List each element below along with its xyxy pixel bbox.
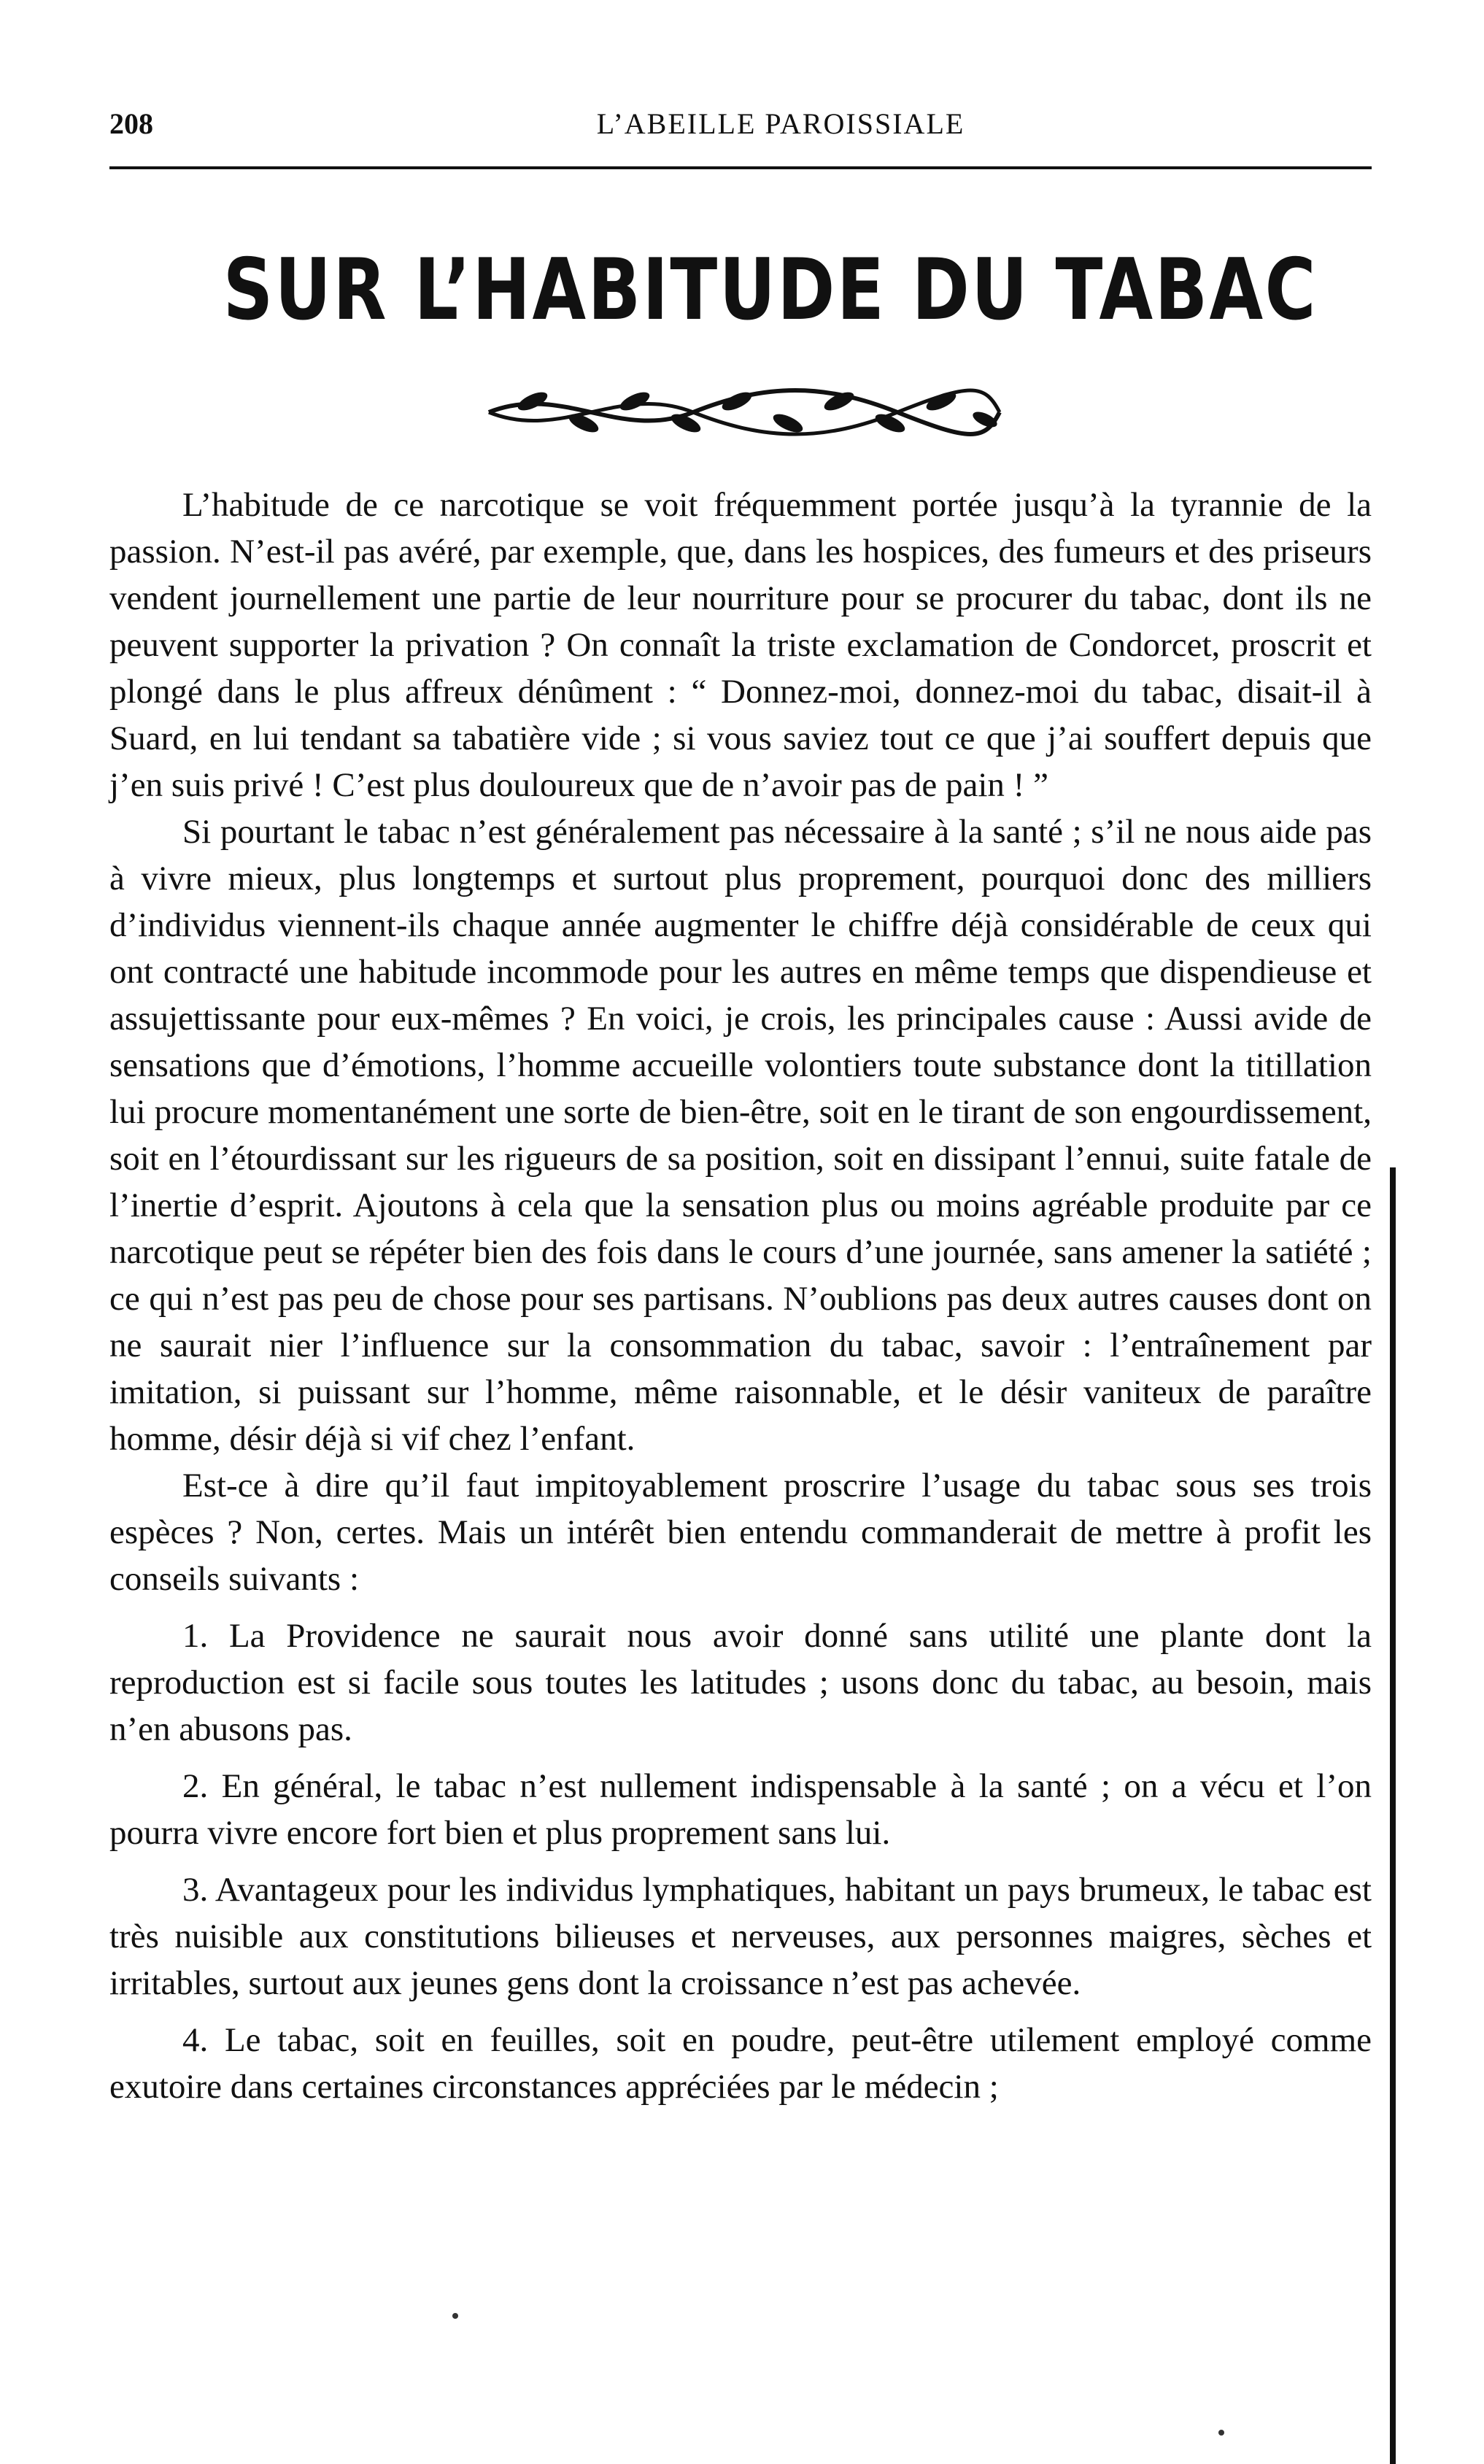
paragraph: Si pourtant le tabac n’est généralement pas nécessaire à la santé ; s’il ne nous aide pas à vivre mieux, plus longtemps et surtout plus proprement, pourquoi donc des milliers d’individus viennent-ils chaque année augmenter le chiffre déjà considérable de ceux qui ont contracté une habitude incommode pour les autres en même temps que dispendieuse et assujettissante pour eux-mêmes ? En voici, je crois, les principales cause : Aussi avide de sensations que d’émotions, l’homme accueille volontiers toute substance dont la titillation lui procure momentanément une sorte de bien-être, soit en le tirant de son engourdissement, soit en l’étourdissant sur les rigueurs de sa position, soit en dissipant l’ennui, suite fatale de l’inertie d’esprit. Ajoutons à cela que la sensation plus ou moins agréable produite par ce narcotique peut se répéter bien des fois dans le cours d’une journée, sans amener la satiété ; ce qui n’est pas peu de chose pour ses partisans. N’oublions pas deux autres causes dont on ne saurait nier l’influence sur la consommation du tabac, savoir : l’entraînement par imitation, si puissant sur l’homme, même raisonnable, et le désir vaniteux de paraître homme, désir déjà si vif chez l’enfant. [109, 813, 1372, 1458]
numbered-item: 4. Le tabac, soit en feuilles, soit en poudre, peut-être utilement employé comme exutoire dans certaines circonstances appréciées par le médecin ; [109, 2021, 1372, 2106]
paragraph: Est-ce à dire qu’il faut impitoyablement proscrire l’usage du tabac sous ses trois espèces ? Non, certes. Mais un intérêt bien entendu commanderait de mettre à profit les conseils suivants : [109, 1467, 1372, 1598]
page-header [109, 93, 1364, 152]
decorative-vine-ornament-icon [474, 379, 1014, 445]
article-title: SUR L’HABITUDE DU TABAC [223, 241, 1318, 339]
numbered-item: 1. La Providence ne saurait nous avoir donné sans utilité une plante dont la reproduction est si facile sous toutes les latitudes ; usons donc du tabac, au besoin, mais n’en abusons pas. [109, 1617, 1372, 1748]
page-number: 208 [109, 107, 153, 140]
paragraph: L’habitude de ce narcotique se voit fréquemment portée jusqu’à la tyrannie de la passion. N’est-il pas avéré, par exemple, que, dans les hospices, des fumeurs et des priseurs vendent journellement une partie de leur nourriture pour se procurer du tabac, dont ils ne peuvent supporter la privation ? On connaît la triste exclamation de Condorcet, proscrit et plongé dans le plus affreux dénûment : “ Donnez-moi, donnez-moi du tabac, disait-il à Suard, en lui tendant sa tabatière vide ; si vous saviez tout ce que j’ai souffert depuis que j’en suis privé ! C’est plus douloureux que de n’avoir pas de pain ! ” [109, 486, 1372, 804]
print-speck [452, 2313, 458, 2319]
numbered-item: 3. Avantageux pour les individus lymphatiques, habitant un pays brumeux, le tabac est très nuisible aux constitutions bilieuses et nerveuses, aux personnes maigres, sèches et irritables, surtout aux jeunes gens dont la croissance n’est pas achevée. [109, 1871, 1372, 2002]
page-edge-shadow [1390, 1167, 1396, 2464]
running-head: L’ABEILLE PAROISSIALE [596, 107, 965, 140]
header-rule [109, 166, 1372, 169]
numbered-item: 2. En général, le tabac n’est nullement indispensable à la santé ; on a vécu et l’on pourra vivre encore fort bien et plus proprement sans lui. [109, 1767, 1372, 1852]
article-body [109, 482, 1372, 2110]
print-speck [1218, 2430, 1224, 2436]
